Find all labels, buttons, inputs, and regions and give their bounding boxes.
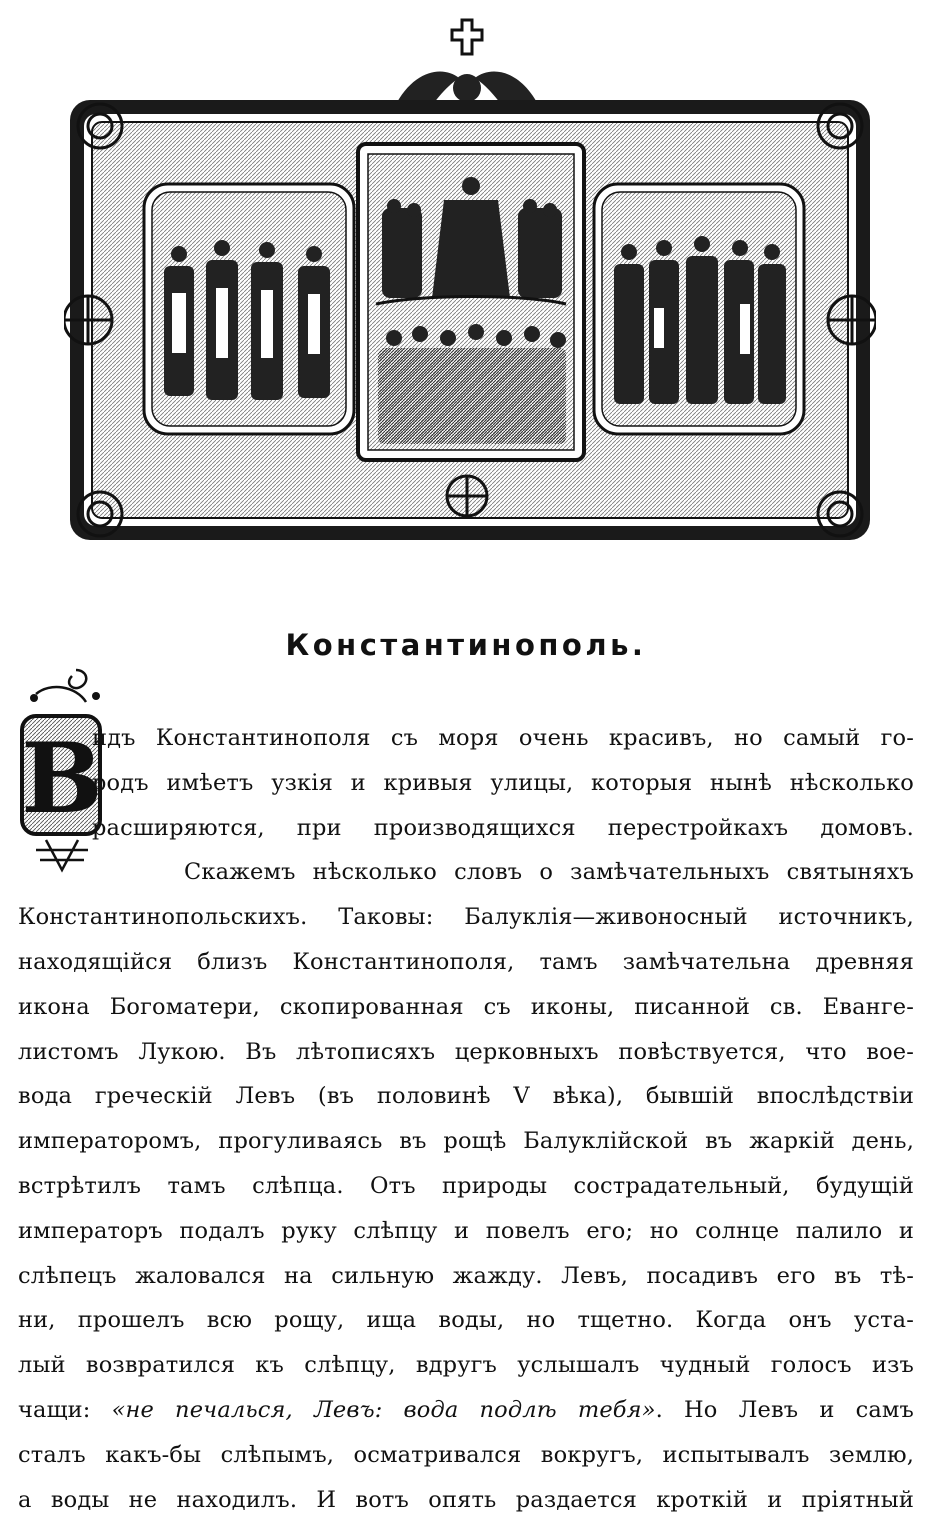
text-line: идъ Константинополя съ моря очень красивъ, но самый го- [92, 725, 914, 751]
text-line: расширяются, при производящихся перестройкахъ домовъ. [92, 814, 914, 841]
text-line: ни, прошелъ всю рощу, ища воды, но тщетно. Когда онъ уста- [18, 1307, 914, 1334]
italic-quote: «не печалься, Левъ: вода подлѣ тебя» [111, 1396, 656, 1423]
quote-tail: . Но Левъ и самъ [655, 1396, 914, 1423]
text-line-quote [18, 1388, 914, 1433]
engraved-header-plate [64, 8, 876, 548]
text-line: слѣпецъ жаловался на сильную жажду. Левъ, посадивъ его въ тѣ- [18, 1262, 914, 1289]
text-line: икона Богоматери, скопированная съ иконы, писанной св. Еванге- [18, 993, 914, 1020]
text-line: Скажемъ нѣсколько словъ о замѣчательныхъ святыняхъ [184, 859, 914, 886]
text-line: родъ имѣетъ узкія и кривыя улицы, которыя нынѣ нѣсколько [92, 769, 914, 796]
text-line: императоромъ, прогуливаясь въ рощѣ Балуклійской въ жаркій день, [18, 1128, 914, 1155]
article-body [18, 716, 914, 1522]
text-line: встрѣтилъ тамъ слѣпца. Отъ природы сострадательный, будущій [18, 1172, 914, 1199]
text-line: Константинопольскихъ. Таковы: Балуклія—живоносный источникъ, [18, 904, 914, 931]
text-line: лый возвратился къ слѣпцу, вдругъ услышалъ чудный голосъ изъ [18, 1352, 914, 1379]
text-line: находящійся близъ Константинополя, тамъ замѣчательна древняя [18, 948, 914, 975]
page-title: Константинополь. [285, 628, 647, 662]
text-line: а воды не находилъ. И вотъ опять раздается кроткій и пріятный [18, 1486, 914, 1513]
left-icon-panel-hierarchs [144, 184, 354, 434]
text-line: листомъ Лукою. Въ лѣтописяхъ церковныхъ повѣствуется, что вое- [18, 1038, 914, 1065]
drop-cap-letter: В [21, 722, 103, 835]
text-line: императоръ подалъ руку слѣпцу и повелъ его; но солнце палило и [18, 1217, 914, 1244]
quote-lead: чащи: [18, 1396, 112, 1423]
right-icon-panel-monks [594, 184, 804, 434]
text-line: сталъ какъ-бы слѣпымъ, осматривался вокругъ, испытывалъ землю, [18, 1441, 914, 1468]
center-icon-panel-protection [358, 144, 584, 460]
text-line: вода греческій Левъ (въ половинѣ V вѣка), бывшій впослѣдствіи [18, 1083, 914, 1110]
